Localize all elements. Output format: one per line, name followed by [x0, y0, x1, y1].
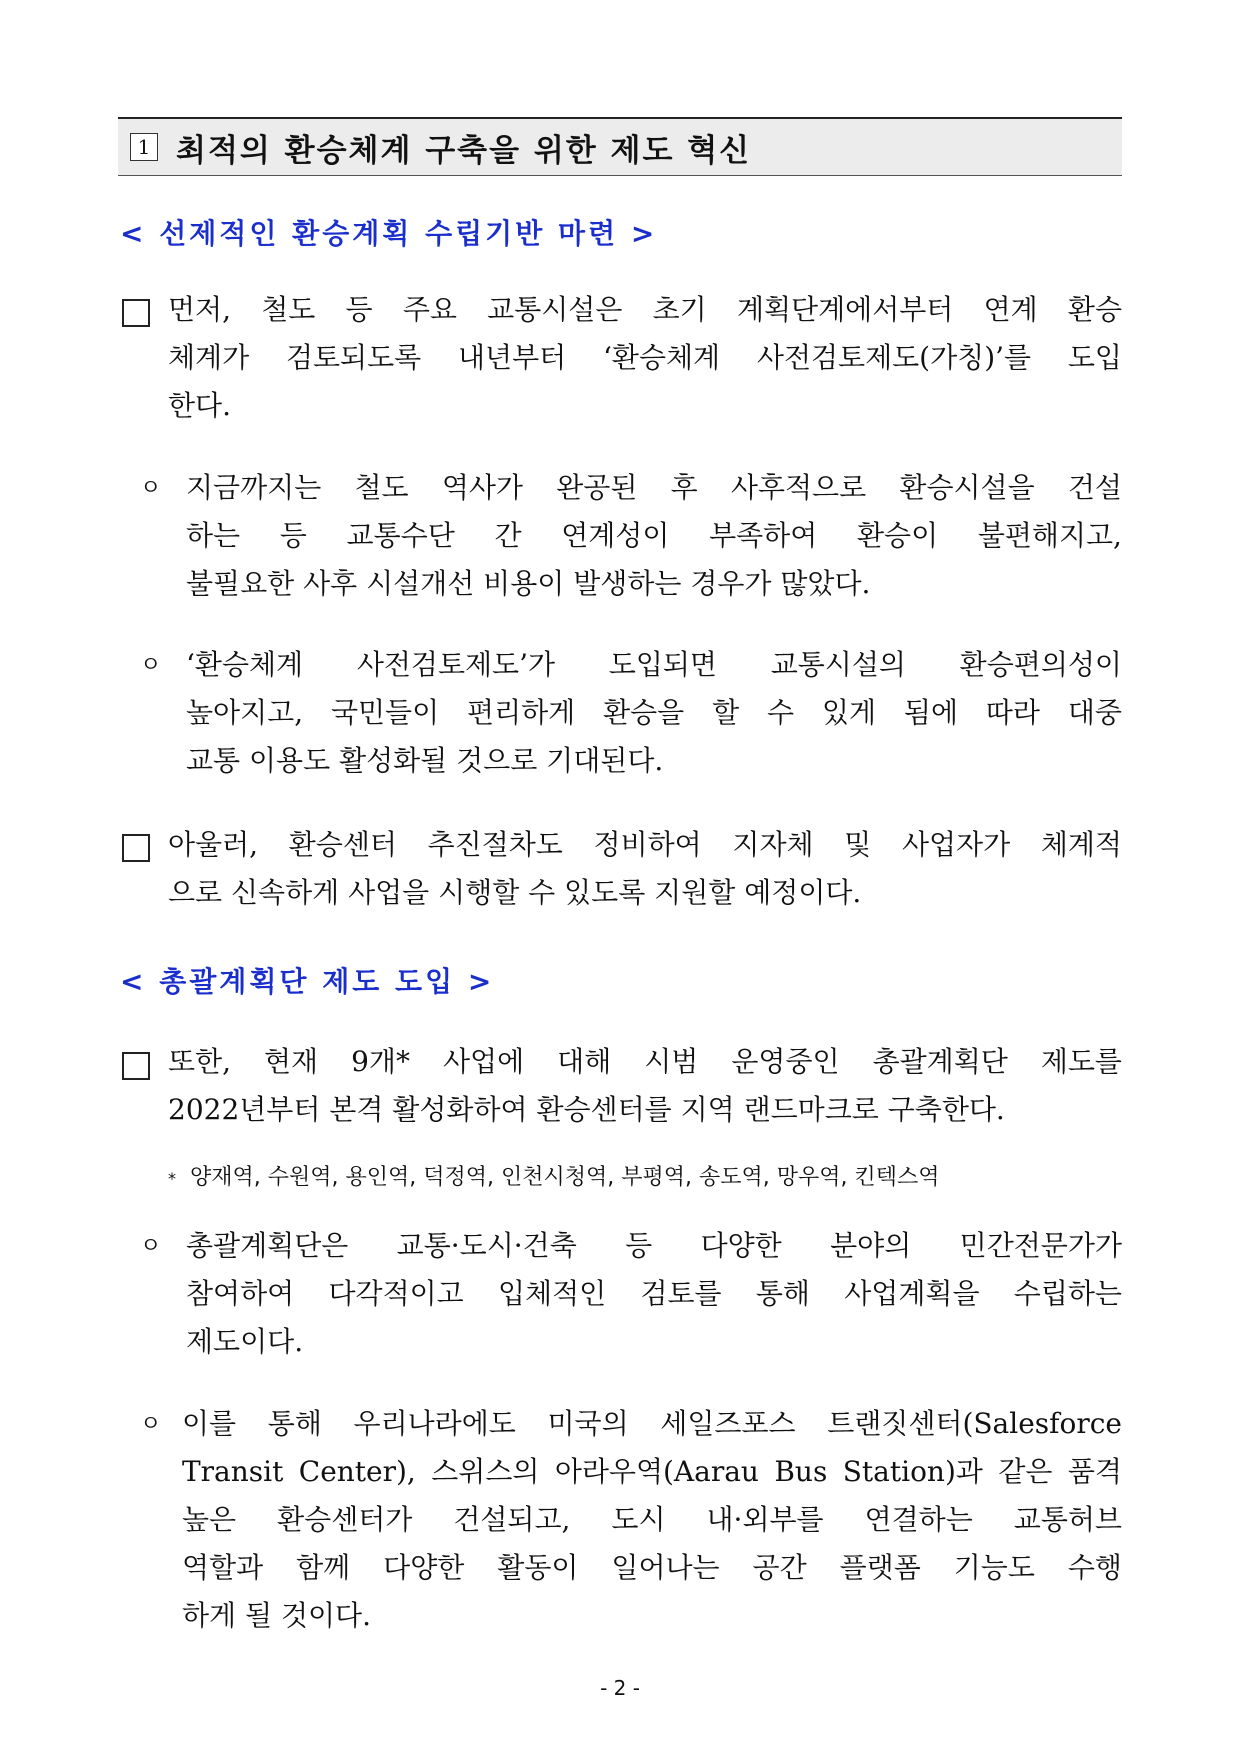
footnote-marker: * [168, 1168, 176, 1188]
checkbox-bullet-icon [122, 1052, 150, 1080]
subheading-2: < 총괄계획단 제도 도입 > [120, 965, 495, 998]
paragraph-line: 체계가 검토되도록 내년부터 ‘환승체계 사전검토제도(가칭)’를 도입 [168, 341, 1122, 374]
paragraph-line: 으로 신속하게 사업을 시행할 수 있도록 지원할 예정이다. [168, 876, 862, 909]
paragraph-line: 총괄계획단은 교통·도시·건축 등 다양한 분야의 민간전문가가 [186, 1229, 1122, 1262]
paragraph-line: 참여하여 다각적이고 입체적인 검토를 통해 사업계획을 수립하는 [186, 1277, 1122, 1310]
paragraph-line: 교통 이용도 활성화될 것으로 기대된다. [186, 744, 664, 777]
section-header [118, 117, 1122, 176]
paragraph-line: 지금까지는 철도 역사가 완공된 후 사후적으로 환승시설을 건설 [186, 471, 1122, 504]
footnote [168, 1160, 939, 1191]
paragraph-line: 하는 등 교통수단 간 연계성이 부족하여 환승이 불편해지고, [186, 519, 1122, 552]
paragraph-line: 또한, 현재 9개* 사업에 대해 시범 운영중인 총괄계획단 제도를 [168, 1045, 1122, 1078]
paragraph-2 [186, 464, 1122, 608]
paragraph-6 [186, 1222, 1122, 1366]
paragraph-line: 아울러, 환승센터 추진절차도 정비하여 지자체 및 사업자가 체계적 [168, 828, 1122, 861]
circle-bullet-icon: ㅇ [140, 476, 162, 501]
circle-bullet-icon: ㅇ [140, 1234, 162, 1259]
paragraph-line: 하게 될 것이다. [182, 1599, 371, 1632]
paragraph-7 [182, 1400, 1122, 1640]
paragraph-line: ‘환승체계 사전검토제도’가 도입되면 교통시설의 환승편의성이 [186, 648, 1122, 681]
paragraph-line: Transit Center), 스위스의 아라우역(Aarau Bus Station)과 같은 품격 [182, 1455, 1122, 1488]
paragraph-line: 한다. [168, 389, 231, 422]
paragraph-3 [186, 641, 1122, 785]
circle-bullet-icon: ㅇ [140, 1412, 162, 1437]
section-title: 최적의 환승체계 구축을 위한 제도 혁신 [176, 132, 752, 169]
circle-bullet-icon: ㅇ [140, 653, 162, 678]
footnote-text: 양재역, 수원역, 용인역, 덕정역, 인천시청역, 부평역, 송도역, 망우역, 킨텍스역 [190, 1165, 940, 1190]
paragraph-4 [168, 821, 1122, 917]
subheading-1: < 선제적인 환승계획 수립기반 마련 > [120, 217, 658, 250]
paragraph-line: 불필요한 사후 시설개선 비용이 발생하는 경우가 많았다. [186, 567, 871, 600]
paragraph-line: 높아지고, 국민들이 편리하게 환승을 할 수 있게 됨에 따라 대중 [186, 696, 1122, 729]
paragraph-line: 먼저, 철도 등 주요 교통시설은 초기 계획단계에서부터 연계 환승 [168, 293, 1122, 326]
paragraph-1 [168, 286, 1122, 430]
paragraph-line: 2022년부터 본격 활성화하여 환승센터를 지역 랜드마크로 구축한다. [168, 1093, 1005, 1126]
paragraph-5 [168, 1038, 1122, 1134]
paragraph-line: 역할과 함께 다양한 활동이 일어나는 공간 플랫폼 기능도 수행 [182, 1551, 1122, 1584]
section-number: 1 [130, 133, 158, 161]
paragraph-line: 높은 환승센터가 건설되고, 도시 내·외부를 연결하는 교통허브 [182, 1503, 1122, 1536]
checkbox-bullet-icon [122, 299, 150, 327]
paragraph-line: 이를 통해 우리나라에도 미국의 세일즈포스 트랜짓센터(Salesforce [182, 1407, 1122, 1440]
page-number: - 2 - [600, 1676, 640, 1700]
paragraph-line: 제도이다. [186, 1325, 304, 1358]
checkbox-bullet-icon [122, 834, 150, 862]
